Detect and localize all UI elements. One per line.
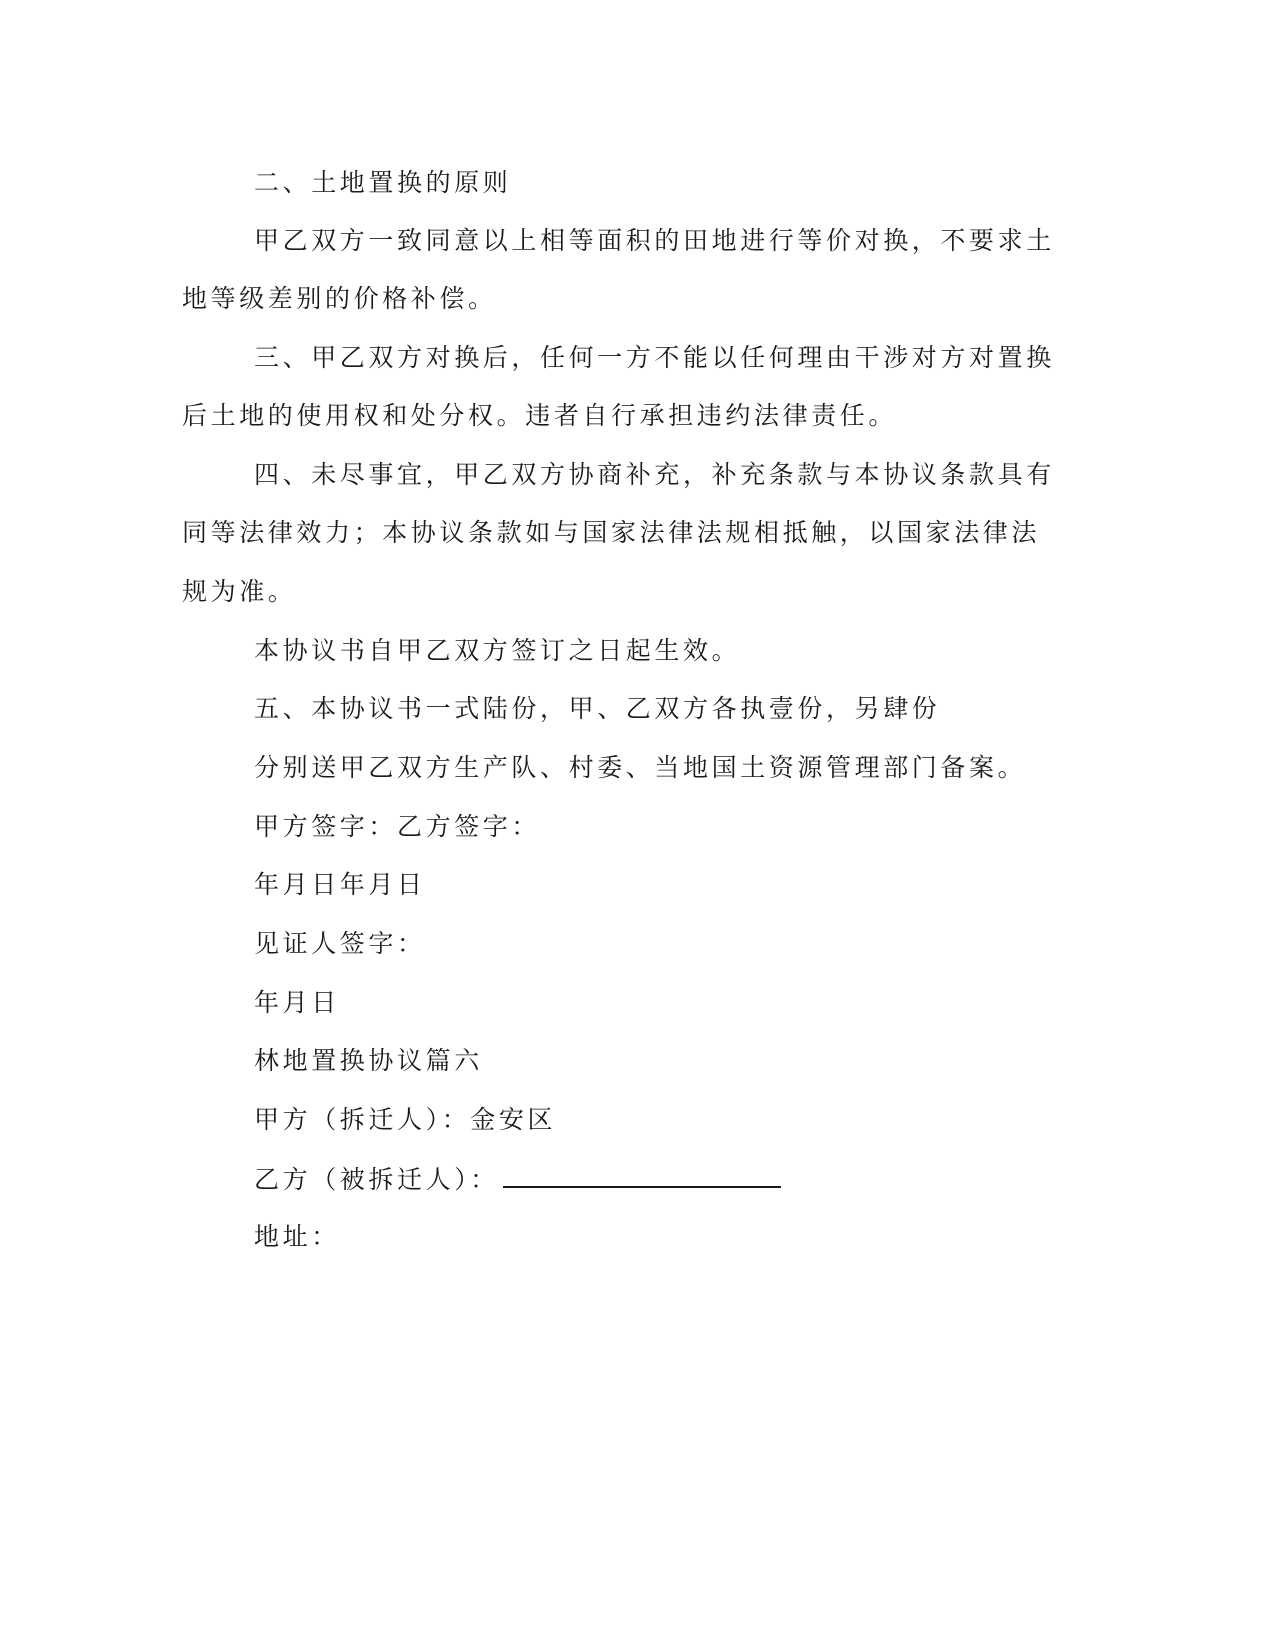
witness-signature-line: 见证人签字：	[254, 929, 426, 958]
section-title: 林地置换协议篇六	[254, 1046, 483, 1075]
party-b-label: 乙方（被拆迁人）：	[254, 1165, 499, 1194]
paragraph-line: 规为准。	[182, 577, 297, 606]
paragraph-line: 地等级差别的价格补偿。	[182, 284, 497, 313]
paragraph-line: 五、本协议书一式陆份，甲、乙双方各执壹份，另肆份	[254, 694, 941, 723]
party-a-line: 甲方（拆迁人）：金安区	[254, 1105, 557, 1134]
party-b-line	[254, 1164, 781, 1195]
paragraph-line: 同等法律效力；本协议条款如与国家法律法规相抵触，以国家法律法	[182, 518, 1041, 547]
paragraph-line: 三、甲乙双方对换后，任何一方不能以任何理由干涉对方对置换	[254, 343, 1055, 372]
section-heading-principle: 二、土地置换的原则	[254, 168, 512, 197]
party-b-blank	[503, 1164, 781, 1188]
paragraph-line: 四、未尽事宜，甲乙双方协商补充，补充条款与本协议条款具有	[254, 460, 1055, 489]
date-line: 年月日	[254, 988, 340, 1017]
address-line: 地址：	[254, 1222, 340, 1251]
paragraph-line: 甲乙双方一致同意以上相等面积的田地进行等价对换，不要求土	[254, 226, 1055, 255]
paragraph-line: 本协议书自甲乙双方签订之日起生效。	[254, 636, 741, 665]
signature-line: 甲方签字：乙方签字：	[254, 812, 541, 841]
date-line: 年月日年月日	[254, 870, 426, 899]
paragraph-line: 后土地的使用权和处分权。违者自行承担违约法律责任。	[182, 401, 898, 430]
paragraph-line: 分别送甲乙双方生产队、村委、当地国土资源管理部门备案。	[254, 753, 1027, 782]
